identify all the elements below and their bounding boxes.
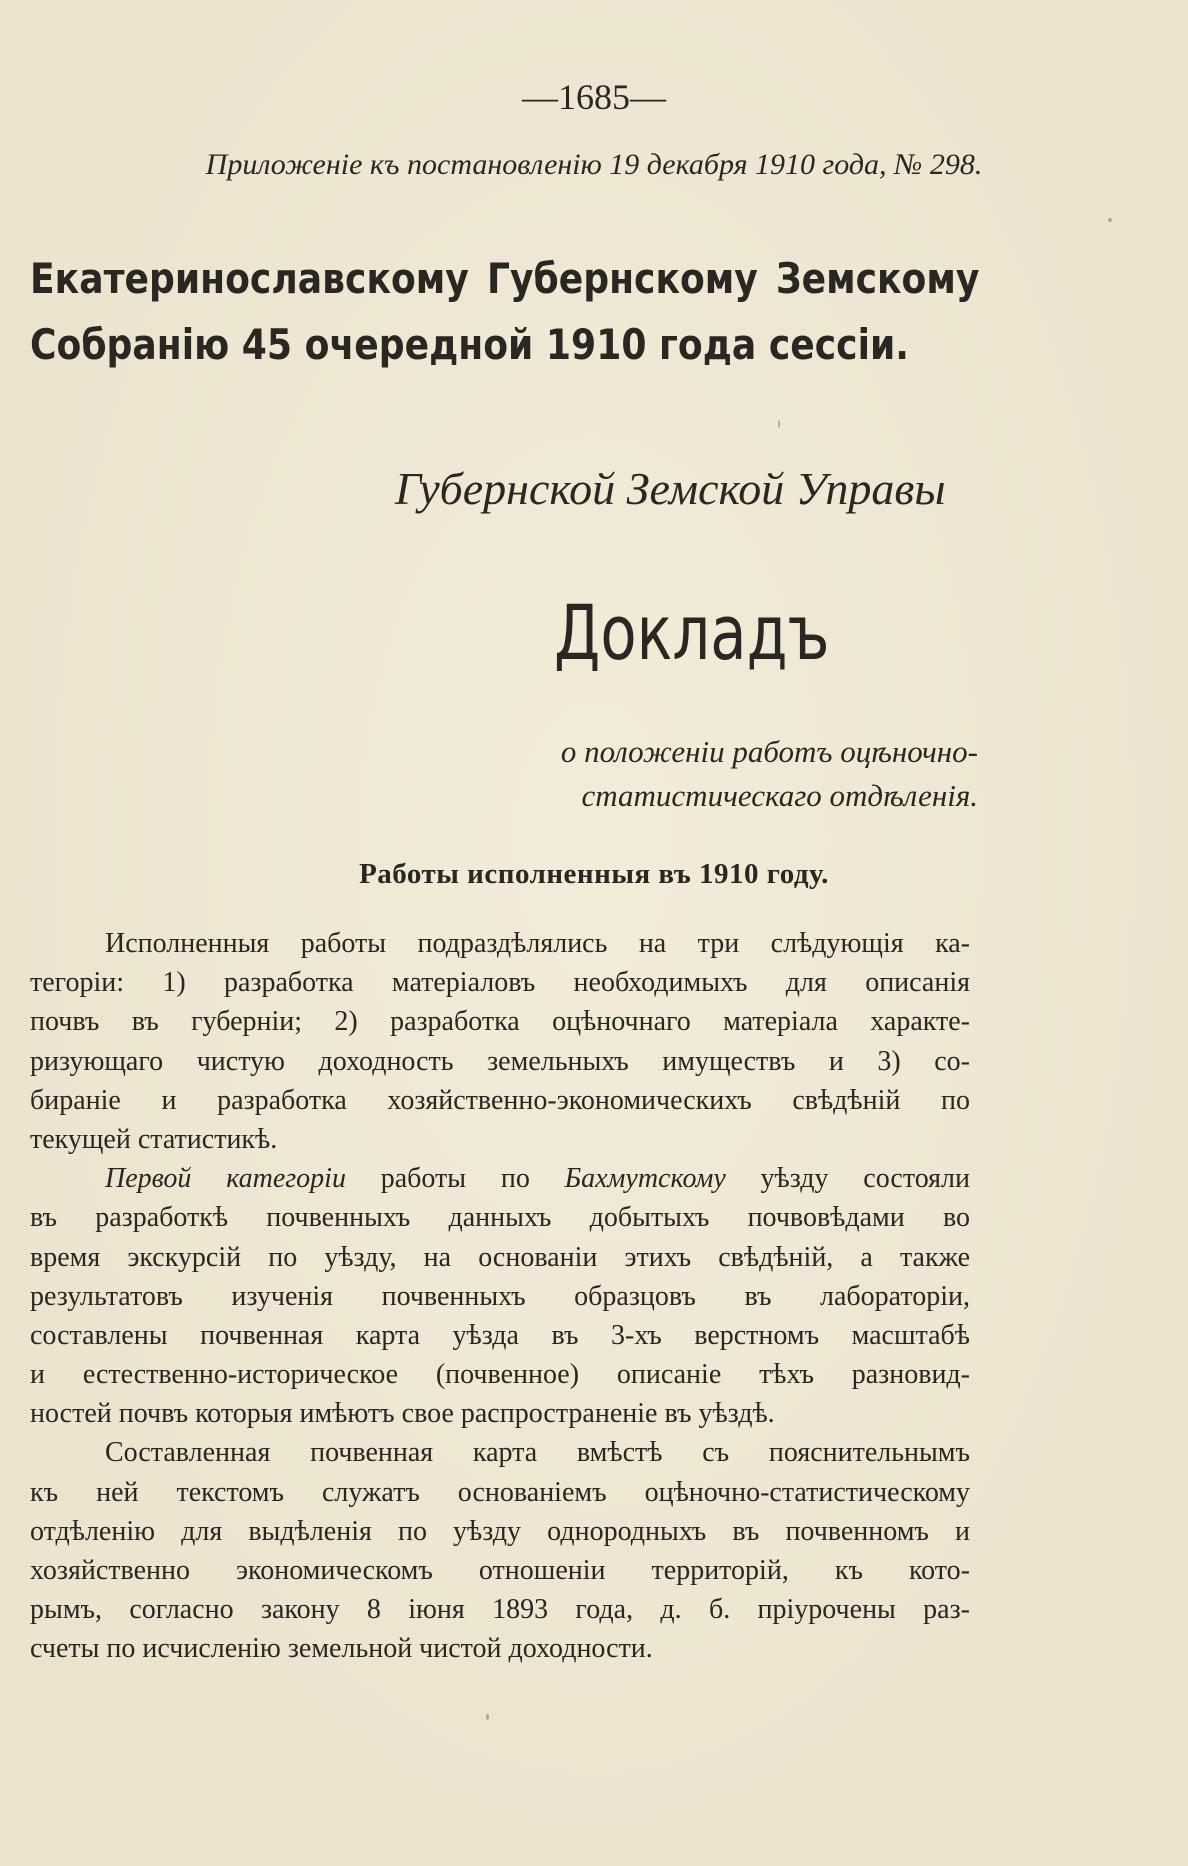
text-line: составлены почвенная карта уѣзда въ 3-хъ верстномъ масштабѣ [30, 1319, 970, 1351]
subject-block [388, 730, 978, 818]
document-title: Докладъ [554, 588, 830, 677]
text-line: рымъ, согласно закону 8 іюня 1893 года, д. б. пріурочены раз- [30, 1594, 970, 1626]
text-line: время экскурсій по уѣзду, на основаніи этихъ свѣдѣній, а также [30, 1241, 970, 1273]
emphasis-category: Первой категоріи [105, 1163, 346, 1195]
text-line: текущей статистикѣ. [30, 1123, 278, 1155]
paper-speck [1108, 218, 1112, 222]
text-line: и естественно-историческое (почвенное) описаніе тѣхъ разновид- [30, 1359, 970, 1391]
text-line: счеты по исчисленію земельной чистой доходности. [30, 1633, 653, 1665]
addressee-heading: Екатеринославскому Губернскому Земскому Собранію 45 очередной 1910 года сессіи. [30, 254, 980, 369]
text-line: отдѣленію для выдѣленія по уѣзду однородныхъ въ почвенномъ и [30, 1515, 970, 1547]
subject-line: статистическаго отдѣленія. [581, 778, 978, 813]
text-fragment: уѣзду состояли [725, 1163, 971, 1195]
emphasis-district: Бахмутскому [564, 1163, 726, 1195]
authority-line: Губернской Земской Управы [395, 463, 946, 514]
paper-speck [486, 1714, 489, 1720]
text-line: почвъ въ губерніи; 2) разработка оцѣночнаго матеріала характе- [30, 1006, 970, 1038]
page-number: —1685— [522, 77, 666, 117]
section-heading: Работы исполненныя въ 1910 году. [359, 858, 829, 890]
text-line: ризующаго чистую доходность земельныхъ имуществъ и 3) со- [30, 1045, 970, 1077]
text-fragment: работы по [345, 1163, 565, 1195]
subject-line: о положеніи работъ оцѣночно- [560, 734, 978, 769]
text-line-mixed [30, 1159, 970, 1198]
text-line: Исполненныя работы подраздѣлялись на три слѣдующія ка- [105, 928, 970, 959]
body-text [30, 924, 970, 1669]
paper-speck [778, 420, 780, 428]
text-line: къ ней текстомъ служатъ основаніемъ оцѣночно-статистическому [30, 1476, 970, 1508]
text-line: въ разработкѣ почвенныхъ данныхъ добытыхъ почвовѣдами во [30, 1202, 970, 1234]
appendix-note: Приложеніе къ постановленію 19 декабря 1910 года, № 298. [205, 148, 983, 181]
text-line: Составленная почвенная карта вмѣстѣ съ пояснительнымъ [105, 1437, 970, 1469]
text-line: результатовъ изученія почвенныхъ образцовъ въ лабораторіи, [30, 1280, 970, 1312]
text-line: тегоріи: 1) разработка матеріаловъ необходимыхъ для описанія [30, 967, 970, 999]
text-line: ностей почвъ которыя имѣютъ свое распространеніе въ уѣздѣ. [30, 1398, 775, 1430]
text-line: хозяйственно экономическомъ отношеніи территорій, къ кото- [30, 1555, 970, 1586]
text-line: бираніе и разработка хозяйственно-экономическихъ свѣдѣній по [30, 1084, 970, 1116]
